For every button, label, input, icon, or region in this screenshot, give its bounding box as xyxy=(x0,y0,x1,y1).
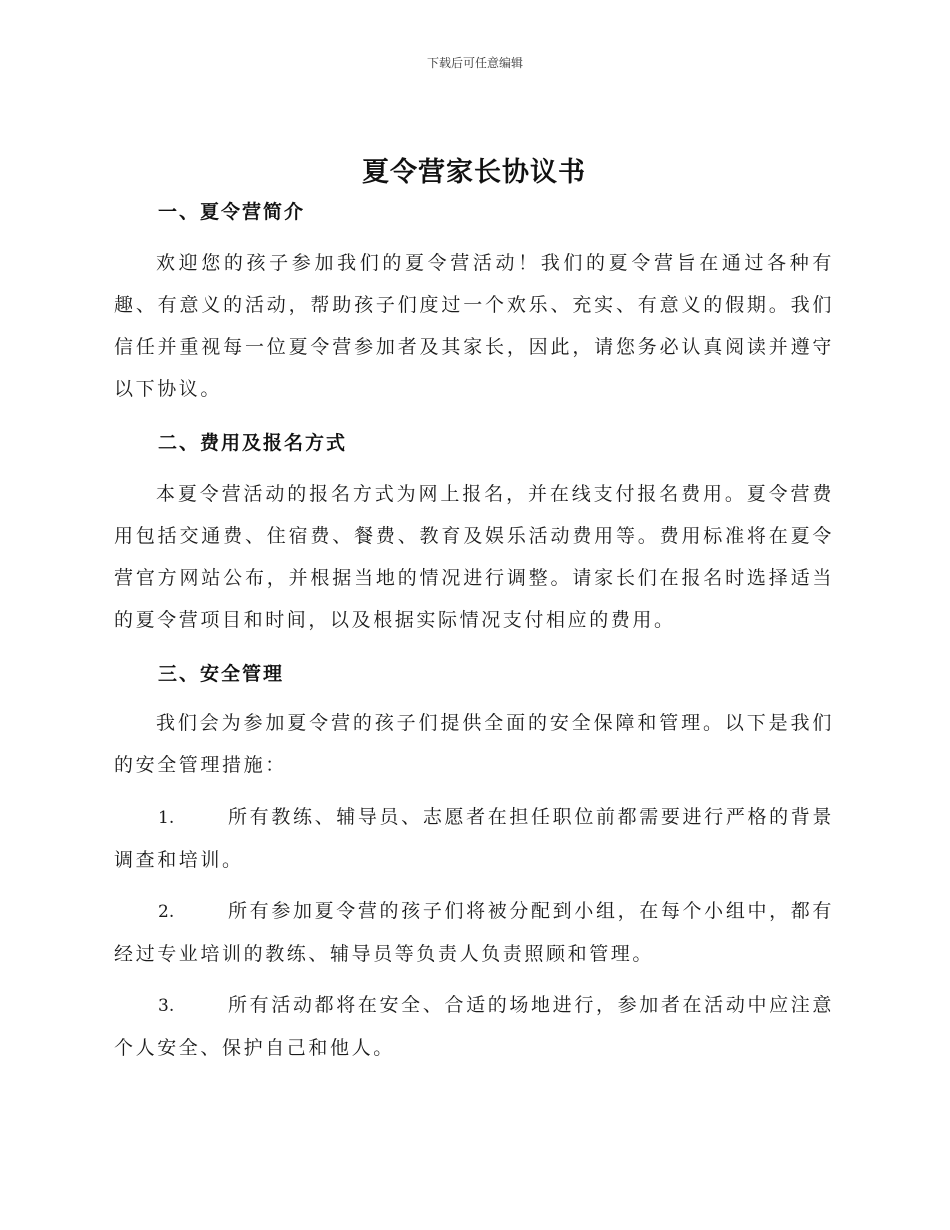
list-item-number: 2. xyxy=(158,902,175,922)
section-heading-safety: 三、安全管理 xyxy=(158,663,285,685)
list-item xyxy=(114,796,834,881)
list-item xyxy=(114,890,834,975)
list-item-text: 所有活动都将在安全、合适的场地进行，参加者在活动中应注意个人安全、保护自己和他人。 xyxy=(114,994,834,1059)
list-item xyxy=(114,984,834,1069)
list-item-number: 3. xyxy=(158,996,175,1016)
section-heading-fees: 二、费用及报名方式 xyxy=(158,432,348,454)
list-item-number: 1. xyxy=(158,808,175,828)
page-header-note: 下载后可任意编辑 xyxy=(426,56,523,70)
section-paragraph-intro: 欢迎您的孩子参加我们的夏令营活动！我们的夏令营旨在通过各种有趣、有意义的活动，帮助孩子们度过一个欢乐、充实、有意义的假期。我们信任并重视每一位夏令营参加者及其家长，因此，请您务必认真阅读并遵守以下协议。 xyxy=(114,252,834,400)
section-heading-intro: 一、夏令营简介 xyxy=(158,201,306,223)
section-paragraph-safety: 我们会为参加夏令营的孩子们提供全面的安全保障和管理。以下是我们的安全管理措施： xyxy=(114,712,834,776)
list-item-text: 所有参加夏令营的孩子们将被分配到小组，在每个小组中，都有经过专业培训的教练、辅导员等负责人负责照顾和管理。 xyxy=(114,900,834,965)
list-item-text: 所有教练、辅导员、志愿者在担任职位前都需要进行严格的背景调查和培训。 xyxy=(114,806,834,871)
section-paragraph-fees: 本夏令营活动的报名方式为网上报名，并在线支付报名费用。夏令营费用包括交通费、住宿费、餐费、教育及娱乐活动费用等。费用标准将在夏令营官方网站公布，并根据当地的情况进行调整。请家长们在报名时选择适当的夏令营项目和时间，以及根据实际情况支付相应的费用。 xyxy=(114,483,834,631)
document-title: 夏令营家长协议书 xyxy=(362,157,586,188)
